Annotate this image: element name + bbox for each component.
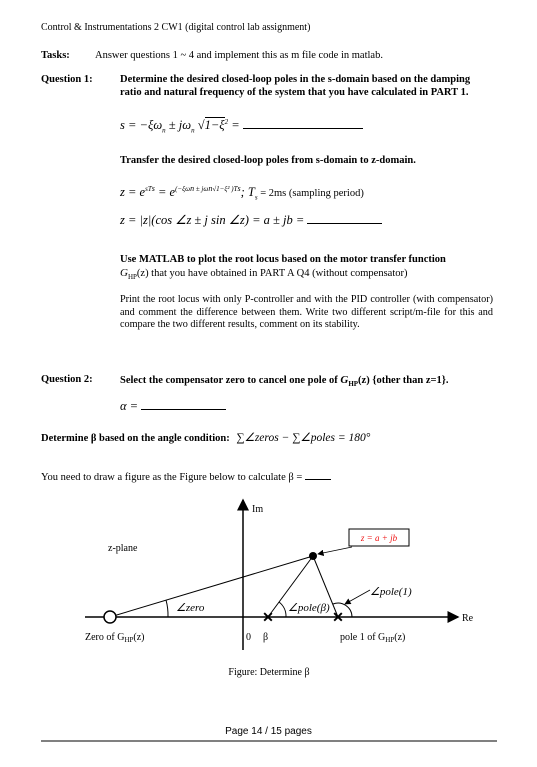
- origin-label: 0: [246, 632, 251, 643]
- pole1-of-ghp-label: pole 1 of $G_{HP}(z)$: [340, 632, 406, 644]
- beta-label: β: [263, 632, 269, 643]
- re-label: Re: [462, 613, 474, 624]
- tasks-text: Answer questions 1 ~ 4 and implement this as m file code in matlab.: [95, 50, 383, 61]
- equation-z-transform: $z = e^{sTs} = e^{(-\xi\omega n \pm j\omega n√1-\xi^2 )Ts}$; $T_s = 2ms$ (sampling period): [120, 184, 364, 202]
- question1-line2: ratio and natural frequency of the system that you have calculated in PART 1.: [120, 87, 469, 98]
- question2-text: Select the compensator zero to cancel one pole of $G_{HP}(z)$ {other than z=1}.: [120, 374, 449, 389]
- zero-angle-arc: [166, 600, 168, 617]
- question1-line1: Determine the desired closed-loop poles in the s-domain based on the damping: [120, 74, 471, 85]
- page-footer: Page 14 / 15 pages: [225, 726, 312, 737]
- im-label: Im: [252, 504, 264, 515]
- alpha-answer: α =: [120, 399, 226, 414]
- zero-angle-label: ∠zero: [176, 602, 205, 614]
- pole1-angle-label: ∠pole(1): [370, 586, 412, 598]
- zplane-label: z-plane: [108, 543, 138, 554]
- matlab-line1: Use MATLAB to plot the root locus based on the motor transfer function: [120, 254, 446, 265]
- question1-label: Question 1:: [41, 74, 93, 85]
- desired-pole-point: [309, 552, 317, 560]
- pole-beta-marker: ✕: [262, 611, 274, 626]
- pole1-angle-pointer: [345, 590, 370, 604]
- tasks-label: Tasks:: [41, 50, 70, 61]
- z-label: z = a + jb: [360, 533, 398, 543]
- zero-of-ghp-label: Zero of $G_{HP}(z)$: [85, 632, 145, 644]
- label-pointer: [318, 547, 352, 554]
- equation-z-polar: z = |z|(cos ∠z ± j sin ∠z) = a ± jb =: [120, 212, 382, 228]
- matlab-line2: $G_{HP}(z)$ that you have obtained in PART A Q4 (without compensator): [120, 267, 408, 282]
- figure-caption: Figure: Determine β: [228, 667, 310, 678]
- equation-s-poles: $s = -\xi\omega_n \pm j\omega_n$ $√1-\xi^2$ =: [120, 118, 363, 135]
- beta-angle-arc: [279, 602, 286, 617]
- pole1-marker: ✕: [332, 611, 344, 626]
- doc-header: Control & Instrumentations 2 CW1 (digital control lab assignment): [41, 22, 311, 33]
- beta-angle-label: ∠pole(β): [288, 602, 330, 614]
- zero-ray: [110, 556, 313, 617]
- figure-instruction: You need to draw a figure as the Figure below to calculate β =: [41, 472, 331, 483]
- print-root-locus-text: Print the root locus with only P-controller and with the PID controller (with compensator) and comment the difference between them. Write two different script/m-file for this and compare the two different results, comment on its stability.: [120, 294, 493, 331]
- zero-marker: [104, 611, 116, 623]
- transfer-text: Transfer the desired closed-loop poles from s-domain to z-domain.: [120, 155, 416, 166]
- question2-label: Question 2:: [41, 374, 93, 385]
- angle-condition: Determine β based on the angle condition: ∑∠zeros − ∑∠poles = 180°: [41, 432, 371, 444]
